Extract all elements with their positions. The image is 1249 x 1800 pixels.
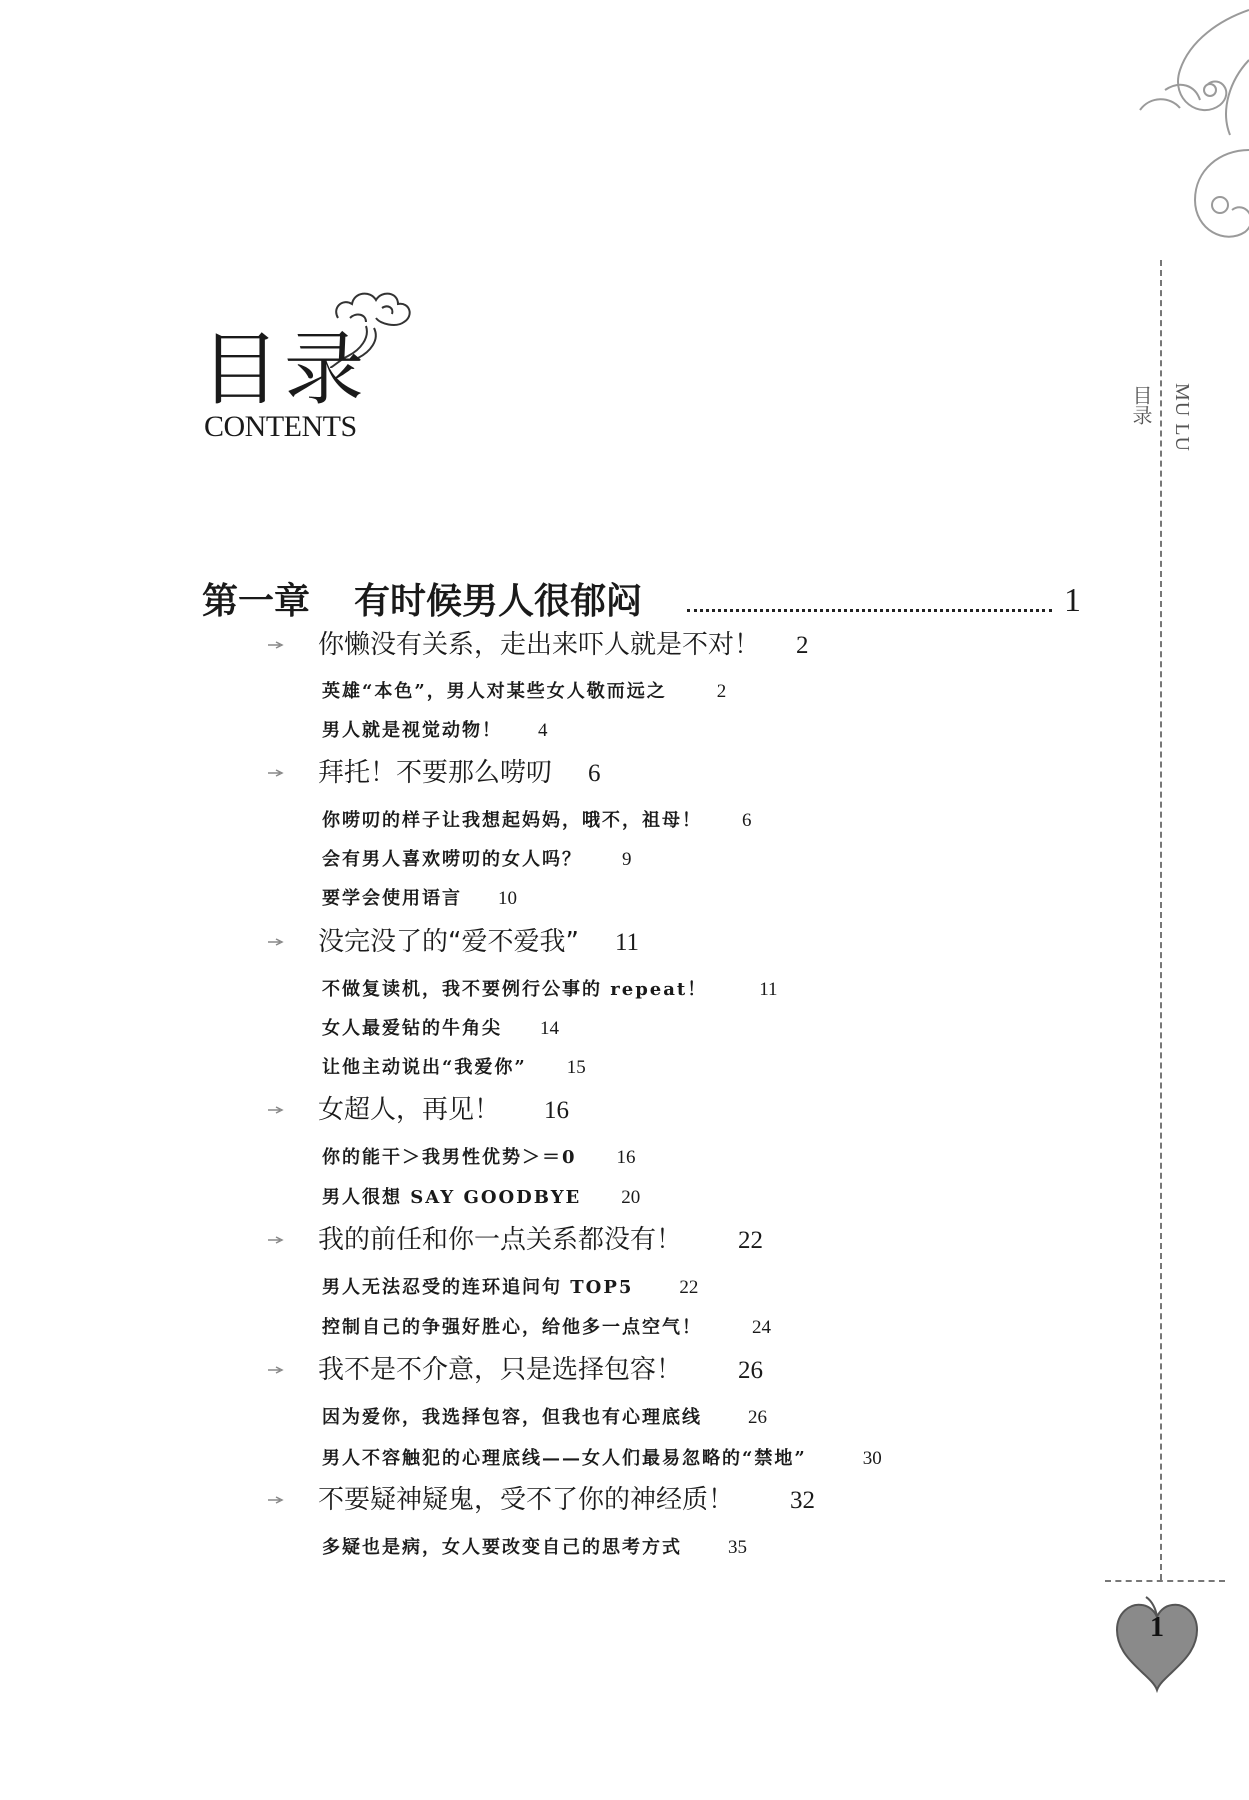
toc-subsection[interactable] bbox=[322, 977, 778, 1003]
section-title: 我不是不介意，只是选择包容！ bbox=[318, 1355, 683, 1385]
toc-section[interactable] bbox=[318, 1223, 763, 1258]
toc-subsection[interactable] bbox=[322, 847, 632, 873]
section-page: 2 bbox=[796, 632, 809, 659]
toc-subsection[interactable] bbox=[322, 1446, 882, 1472]
toc-subsection[interactable] bbox=[322, 679, 726, 705]
section-title: 拜托！不要那么唠叨 bbox=[318, 758, 553, 788]
subsection-page: 6 bbox=[742, 810, 752, 831]
subsection-page: 20 bbox=[621, 1187, 641, 1208]
toc-section[interactable] bbox=[318, 1353, 763, 1388]
subsection-title: 你的能干＞我男性优势＞＝0 bbox=[322, 1147, 577, 1168]
subsection-page: 24 bbox=[752, 1317, 771, 1338]
toc-chapter[interactable] bbox=[202, 578, 1092, 624]
dot-leader bbox=[687, 566, 1052, 612]
leaf-bullet-icon bbox=[266, 1235, 288, 1245]
subsection-title: 不做复读机，我不要例行公事的 repeat！ bbox=[322, 979, 708, 1000]
toc-subsection[interactable] bbox=[322, 886, 517, 912]
leaf-bullet-icon bbox=[266, 768, 288, 778]
toc-section[interactable] bbox=[318, 1093, 569, 1128]
section-page: 22 bbox=[738, 1227, 764, 1254]
subsection-title: 要学会使用语言 bbox=[322, 888, 462, 909]
section-title: 我的前任和你一点关系都没有！ bbox=[318, 1225, 683, 1255]
toc-subsection[interactable] bbox=[322, 1535, 747, 1561]
section-page: 16 bbox=[544, 1097, 570, 1124]
side-label-chinese: 目录 bbox=[1129, 385, 1151, 425]
section-page: 32 bbox=[790, 1487, 816, 1514]
toc-section[interactable] bbox=[318, 628, 809, 663]
leaf-bullet-icon bbox=[266, 1365, 288, 1375]
subsection-title: 控制自己的争强好胜心，给他多一点空气！ bbox=[322, 1317, 702, 1338]
section-title: 女超人，再见！ bbox=[318, 1095, 501, 1125]
chapter-page: 1 bbox=[1064, 582, 1081, 619]
subsection-page: 2 bbox=[716, 681, 727, 702]
section-title: 没完没了的“爱不爱我” bbox=[318, 927, 579, 957]
section-title: 不要疑神疑鬼，受不了你的神经质！ bbox=[318, 1485, 735, 1515]
toc-subsection[interactable] bbox=[322, 808, 752, 834]
side-label-pinyin: MU LU bbox=[1171, 383, 1193, 452]
subsection-title: 男人不容触犯的心理底线——女人们最易忽略的“禁地” bbox=[322, 1448, 807, 1469]
subsection-title: 你唠叨的样子让我想起妈妈，哦不，祖母！ bbox=[322, 810, 702, 831]
subsection-title: 男人就是视觉动物！ bbox=[322, 720, 502, 741]
subsection-page: 35 bbox=[728, 1537, 747, 1558]
leaf-bullet-icon bbox=[266, 1105, 288, 1115]
subsection-page: 22 bbox=[679, 1277, 699, 1298]
toc-section[interactable] bbox=[318, 1483, 815, 1518]
section-page: 26 bbox=[738, 1357, 764, 1384]
bottom-dashed-rule bbox=[1105, 1580, 1225, 1582]
toc-subsection[interactable] bbox=[322, 1275, 698, 1301]
subsection-title: 男人无法忍受的连环追问句 TOP5 bbox=[322, 1277, 634, 1298]
toc-section[interactable] bbox=[318, 756, 601, 791]
subsection-title: 会有男人喜欢唠叨的女人吗？ bbox=[322, 849, 582, 870]
subsection-page: 4 bbox=[538, 720, 548, 741]
leaf-bullet-icon bbox=[266, 1495, 288, 1505]
chapter-title: 有时候男人很郁闷 bbox=[354, 580, 643, 622]
subsection-title: 男人很想 SAY GOODBYE bbox=[322, 1187, 582, 1208]
toc-section[interactable] bbox=[318, 925, 639, 960]
section-title: 你懒没有关系，走出来吓人就是不对！ bbox=[318, 630, 761, 660]
toc-subsection[interactable] bbox=[322, 1405, 767, 1431]
subsection-page: 16 bbox=[616, 1147, 636, 1168]
toc-subsection[interactable] bbox=[322, 1055, 586, 1081]
toc-subsection[interactable] bbox=[322, 1145, 636, 1171]
toc-subsection[interactable] bbox=[322, 1315, 771, 1341]
section-page: 11 bbox=[614, 929, 640, 956]
subsection-page: 14 bbox=[540, 1018, 559, 1039]
section-page: 6 bbox=[588, 760, 601, 787]
toc-subsection[interactable] bbox=[322, 1016, 559, 1042]
subsection-page: 15 bbox=[566, 1057, 586, 1078]
heart-icon bbox=[1112, 1595, 1202, 1695]
subsection-title: 因为爱你，我选择包容，但我也有心理底线 bbox=[322, 1407, 702, 1428]
subsection-page: 9 bbox=[622, 849, 632, 870]
corner-swirl-ornament bbox=[1070, 0, 1249, 300]
subsection-page: 30 bbox=[862, 1448, 882, 1469]
page-title-english: CONTENTS bbox=[204, 410, 357, 443]
subsection-page: 10 bbox=[498, 888, 517, 909]
subsection-title: 多疑也是病，女人要改变自己的思考方式 bbox=[322, 1537, 682, 1558]
subsection-page: 26 bbox=[748, 1407, 767, 1428]
subsection-page: 11 bbox=[759, 979, 778, 1000]
leaf-bullet-icon bbox=[266, 937, 288, 947]
subsection-title: 女人最爱钻的牛角尖 bbox=[322, 1018, 502, 1039]
toc-subsection[interactable] bbox=[322, 718, 548, 744]
page-title: 目录 bbox=[200, 323, 368, 416]
page-number: 1 bbox=[1150, 1612, 1164, 1643]
leaf-bullet-icon bbox=[266, 640, 288, 650]
chapter-number: 第一章 bbox=[202, 580, 311, 622]
subsection-title: 让他主动说出“我爱你” bbox=[322, 1057, 527, 1078]
subsection-title: 英雄“本色”，男人对某些女人敬而远之 bbox=[322, 681, 667, 702]
toc-subsection[interactable] bbox=[322, 1185, 640, 1211]
side-dashed-rule bbox=[1160, 260, 1162, 1580]
